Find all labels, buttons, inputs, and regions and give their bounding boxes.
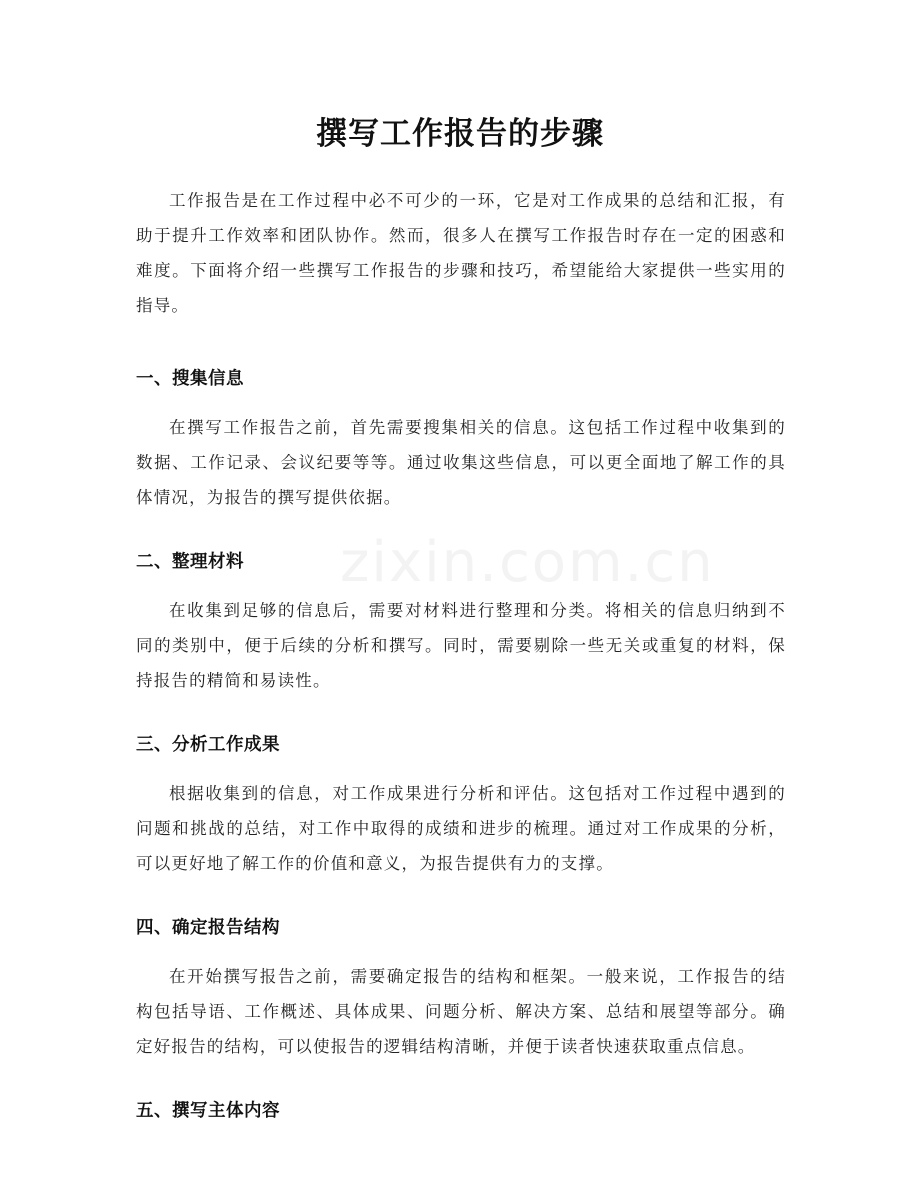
intro-paragraph: 工作报告是在工作过程中必不可少的一环，它是对工作成果的总结和汇报，有助于提升工作效率和团队协作。然而，很多人在撰写工作报告时存在一定的困惑和难度。下面将介绍一些撰写工作报告的步骤和技巧，希望能给大家提供一些实用的指导。 — [136, 191, 786, 315]
watermark: zixin.com.cn — [340, 530, 715, 595]
document-title: 撰写工作报告的步骤 — [316, 116, 604, 152]
document-body — [136, 183, 786, 1122]
section-heading-3: 三、分析工作成果 — [136, 735, 280, 755]
section-heading-2: 二、整理材料 — [136, 552, 244, 572]
section-heading-4: 四、确定报告结构 — [136, 918, 280, 938]
section-body-2: 在收集到足够的信息后，需要对材料进行整理和分类。将相关的信息归纳到不同的类别中，便于后续的分析和撰写。同时，需要剔除一些无关或重复的材料，保持报告的精简和易读性。 — [136, 601, 786, 690]
section-heading-5: 五、撰写主体内容 — [136, 1101, 280, 1121]
section-body-4: 在开始撰写报告之前，需要确定报告的结构和框架。一般来说，工作报告的结构包括导语、工作概述、具体成果、问题分析、解决方案、总结和展望等部分。确定好报告的结构，可以使报告的逻辑结构清晰，并便于读者快速获取重点信息。 — [136, 967, 786, 1056]
section-body-1: 在撰写工作报告之前，首先需要搜集相关的信息。这包括工作过程中收集到的数据、工作记录、会议纪要等等。通过收集这些信息，可以更全面地了解工作的具体情况，为报告的撰写提供依据。 — [136, 418, 786, 507]
section-heading-1: 一、搜集信息 — [136, 369, 244, 389]
section-body-3: 根据收集到的信息，对工作成果进行分析和评估。这包括对工作过程中遇到的问题和挑战的总结，对工作中取得的成绩和进步的梳理。通过对工作成果的分析，可以更好地了解工作的价值和意义，为报告提供有力的支撑。 — [136, 784, 786, 873]
